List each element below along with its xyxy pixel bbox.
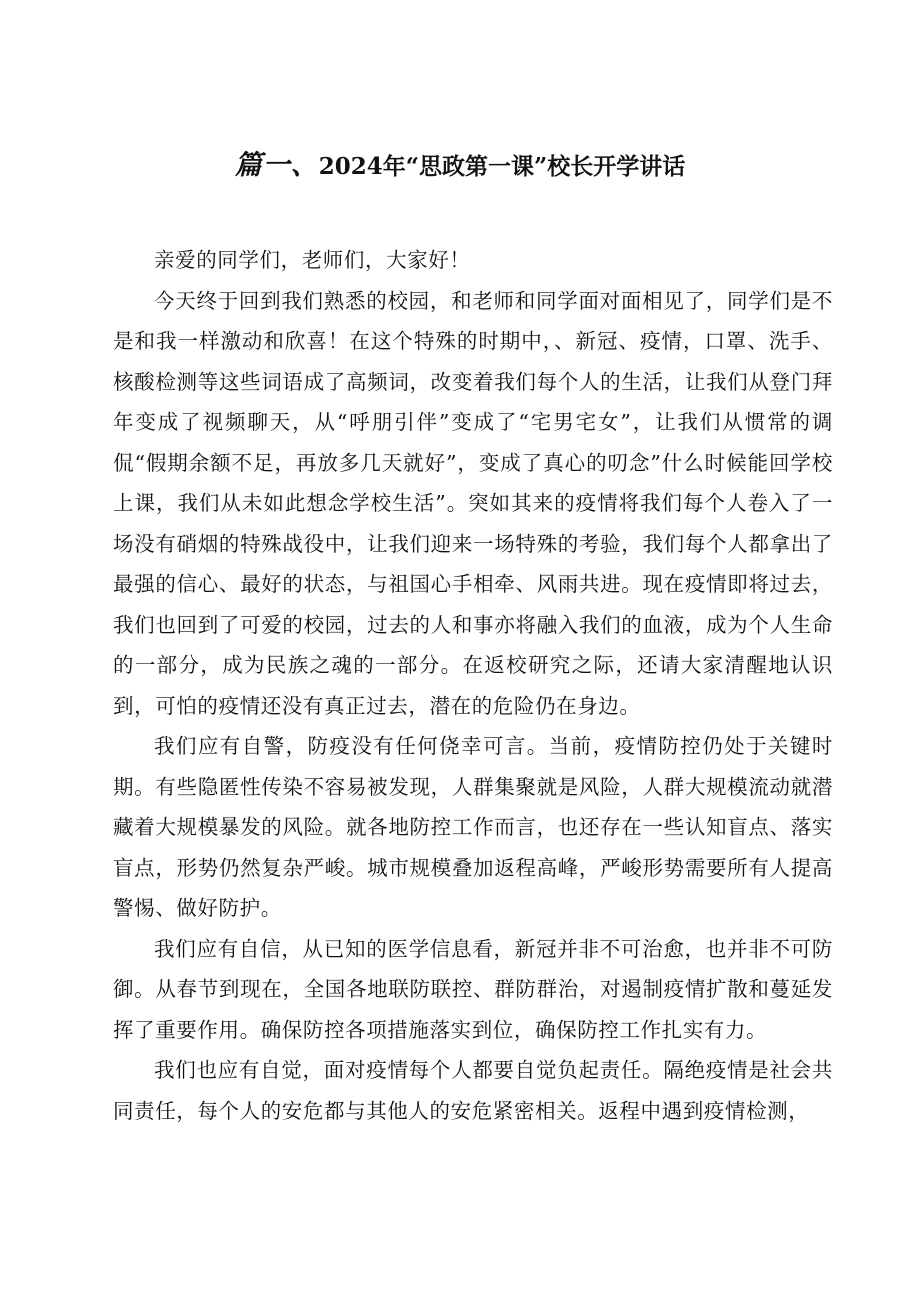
paragraph: 我们应有自信，从已知的医学信息看，新冠并非不可治愈，也并非不可防御。从春节到现在，全国各地联防联控、群防群治，对遏制疫情扩散和蔓延发挥了重要作用。确保防控各项措施落实到位，确保防控工作扎实有力。 [113,936,833,1042]
paragraph: 今天终于回到我们熟悉的校园，和老师和同学面对面相见了，同学们是不是和我一样激动和欣喜！在这个特殊的时期中，、新冠、疫情，口罩、洗手、核酸检测等这些词语成了高频词，改变着我们每个人的生活，让我们从登门拜年变成了视频聊天，从“呼朋引伴”变成了“宅男宅女”，让我们从惯常的调侃“假期余额不足，再放多几天就好”，变成了真心的叨念”什么时候能回学校上课，我们从未如此想念学校生活”。突如其来的疫情将我们每个人卷入了一场没有硝烟的特殊战役中，让我们迎来一场特殊的考验，我们每个人都拿出了最强的信心、最好的状态，与祖国心手相牵、风雨共进。现在疫情即将过去，我们也回到了可爱的校园，过去的人和事亦将融入我们的血液，成为个人生命的一部分，成为民族之魂的一部分。在返校研究之际，还请大家清醒地认识到，可怕的疫情还没有真正过去，潜在的危险仍在身边。 [113,288,833,718]
paragraph-greeting: 亲爱的同学们，老师们，大家好！ [154,248,471,272]
paragraph: 我们应有自警，防疫没有任何侥幸可言。当前，疫情防控仍处于关键时期。有些隐匿性传染不容易被发现，人群集聚就是风险，人群大规模流动就潜藏着大规模暴发的风险。就各地防控工作而言，也还存在一些认知盲点、落实盲点，形势仍然复杂严峻。城市规模叠加返程高峰，严峻形势需要所有人提高警惕、做好防护。 [113,734,833,920]
title-text: 2024年“思政第一课”校长开学讲话 [318,153,686,180]
document-title [0,144,920,189]
title-lead: 篇一、 [234,150,319,181]
paragraph: 我们也应有自觉，面对疫情每个人都要自觉负起责任。隔绝疫情是社会共同责任，每个人的安危都与其他人的安危紧密相关。返程中遇到疫情检测， [113,1058,833,1123]
document-body [113,240,833,1131]
